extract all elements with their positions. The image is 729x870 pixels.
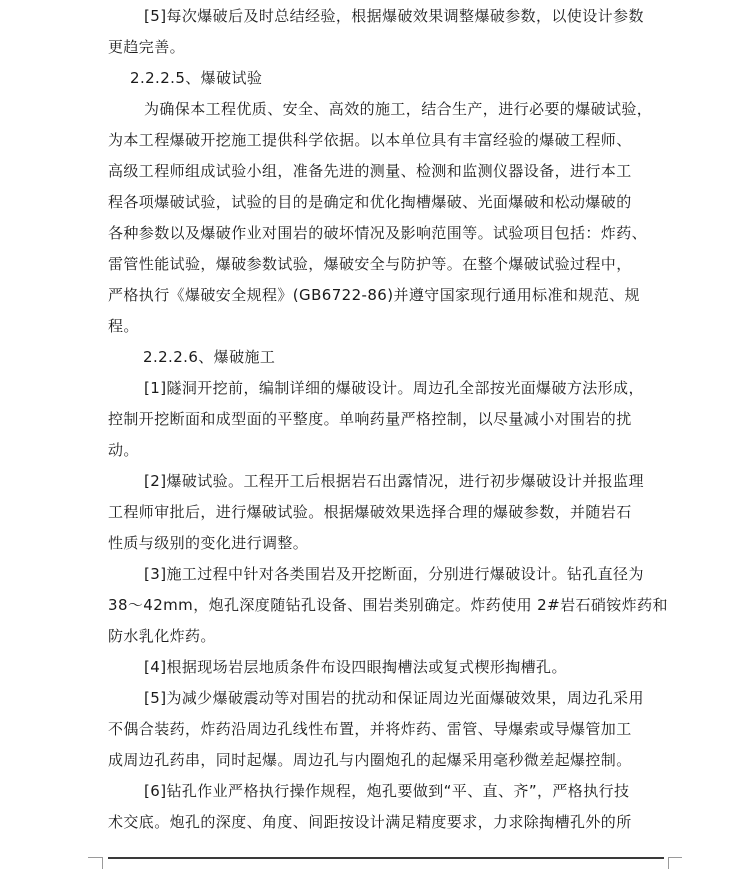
text-line: [5]每次爆破后及时总结经验，根据爆破效果调整爆破参数，以使设计参数 xyxy=(144,7,644,25)
margin-crop-mark-left xyxy=(88,857,102,858)
text-line: 严格执行《爆破安全规程》(GB6722-86)并遵守国家现行通用标准和规范、规 xyxy=(108,286,640,304)
margin-crop-tick-left xyxy=(102,857,103,869)
text-line: 高级工程师组成试验小组，准备先进的测量、检测和监测仪器设备，进行本工 xyxy=(108,162,632,180)
text-line: [1]隧洞开挖前，编制详细的爆破设计。周边孔全部按光面爆破方法形成， xyxy=(144,379,644,397)
text-line: 更趋完善。 xyxy=(108,38,186,56)
text-line: 控制开挖断面和成型面的平整度。单响药量严格控制，以尽量减小对围岩的扰 xyxy=(108,410,632,428)
text-line: 各种参数以及爆破作业对围岩的破坏情况及影响范围等。试验项目包括：炸药、 xyxy=(108,224,648,242)
text-line: 不偶合装药，炸药沿周边孔线性布置，并将炸药、雷管、导爆索或导爆管加工 xyxy=(108,720,632,738)
section-heading: 2.2.2.5、爆破试验 xyxy=(130,69,263,87)
margin-crop-tick-right xyxy=(668,857,669,869)
margin-crop-mark-right xyxy=(668,857,682,858)
page-bottom-divider xyxy=(108,857,664,859)
text-line: [3]施工过程中针对各类围岩及开挖断面，分别进行爆破设计。钻孔直径为 xyxy=(144,565,644,583)
text-line: 程各项爆破试验，试验的目的是确定和优化掏槽爆破、光面爆破和松动爆破的 xyxy=(108,193,632,211)
text-line: 雷管性能试验，爆破参数试验，爆破安全与防护等。在整个爆破试验过程中， xyxy=(108,255,632,273)
text-line: [4]根据现场岩层地质条件布设四眼掏槽法或复式楔形掏槽孔。 xyxy=(144,658,567,676)
text-line: 术交底。炮孔的深度、角度、间距按设计满足精度要求，力求除掏槽孔外的所 xyxy=(108,813,632,831)
text-line: [6]钻孔作业严格执行操作规程，炮孔要做到“平、直、齐”，严格执行技 xyxy=(144,782,630,800)
text-line: 动。 xyxy=(108,441,139,459)
text-line: 成周边孔药串，同时起爆。周边孔与内圈炮孔的起爆采用毫秒微差起爆控制。 xyxy=(108,751,632,769)
text-line: 工程师审批后，进行爆破试验。根据爆破效果选择合理的爆破参数，并随岩石 xyxy=(108,503,632,521)
text-line: [2]爆破试验。工程开工后根据岩石出露情况，进行初步爆破设计并报监理 xyxy=(144,472,644,490)
section-heading: 2.2.2.6、爆破施工 xyxy=(143,348,276,366)
text-line: 38～42mm，炮孔深度随钻孔设备、围岩类别确定。炸药使用 2#岩石硝铵炸药和 xyxy=(108,596,668,614)
text-line: 性质与级别的变化进行调整。 xyxy=(108,534,309,552)
text-line: 为本工程爆破开挖施工提供科学依据。以本单位具有丰富经验的爆破工程师、 xyxy=(108,131,632,149)
text-line: [5]为减少爆破震动等对围岩的扰动和保证周边光面爆破效果，周边孔采用 xyxy=(144,689,644,707)
text-line: 程。 xyxy=(108,317,139,335)
text-line: 防水乳化炸药。 xyxy=(108,627,216,645)
text-line: 为确保本工程优质、安全、高效的施工，结合生产，进行必要的爆破试验， xyxy=(144,100,653,118)
